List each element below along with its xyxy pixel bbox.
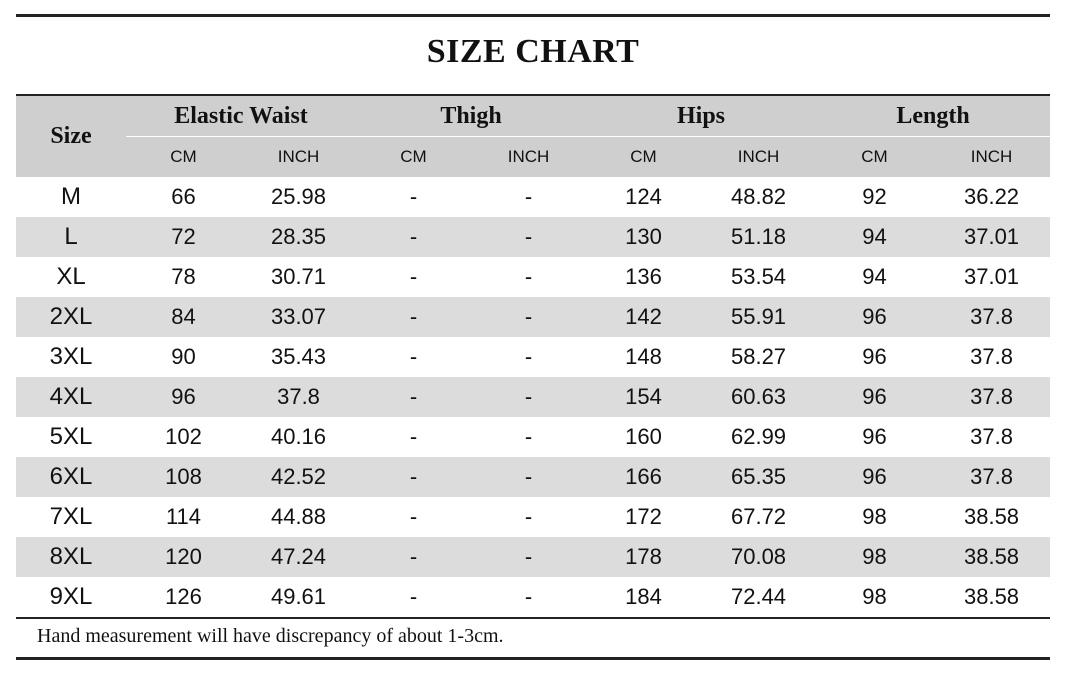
chart-title: SIZE CHART <box>426 33 640 70</box>
size-cell: M <box>61 183 81 210</box>
table-row <box>16 497 1050 537</box>
unit-header: INCH <box>241 137 356 178</box>
measurement-cell: 65.35 <box>730 464 787 489</box>
measurement-cell: - <box>524 464 533 489</box>
hips-header: Hips <box>677 102 726 129</box>
measurement-cell: 37.8 <box>970 424 1013 449</box>
measurement-cell: - <box>409 504 418 529</box>
unit-header: INCH <box>701 137 816 178</box>
measurement-cell: - <box>524 224 533 249</box>
size-cell: 3XL <box>49 343 93 370</box>
unit-header: CM <box>126 137 241 178</box>
measurement-cell: - <box>409 464 418 489</box>
measurement-cell: - <box>409 224 418 249</box>
size-column-header: Size <box>50 123 92 149</box>
thigh-header: Thigh <box>440 102 502 129</box>
table-row <box>16 337 1050 377</box>
measurement-cell: - <box>524 544 533 569</box>
size-cell: 8XL <box>49 543 93 570</box>
measurement-cell: 98 <box>862 584 887 609</box>
measurement-cell: 96 <box>862 344 887 369</box>
size-cell: 7XL <box>49 503 93 530</box>
measurement-cell: 96 <box>862 384 887 409</box>
table-row <box>16 537 1050 577</box>
size-cell: 2XL <box>49 303 93 330</box>
measurement-cell: 28.35 <box>270 224 327 249</box>
measurement-cell: 94 <box>862 264 887 289</box>
measurement-note: Hand measurement will have discrepancy of about 1-3cm. <box>37 625 504 647</box>
measurement-cell: 38.58 <box>963 544 1020 569</box>
measurement-cell: 154 <box>625 384 662 409</box>
measurement-cell: 53.54 <box>730 264 787 289</box>
measurement-cell: 172 <box>625 504 662 529</box>
measurement-cell: 96 <box>862 304 887 329</box>
measurement-cell: - <box>524 344 533 369</box>
table-row <box>16 577 1050 618</box>
measurement-cell: 48.82 <box>730 184 787 209</box>
measurement-cell: 66 <box>171 184 196 209</box>
measurement-cell: 38.58 <box>963 584 1020 609</box>
table-row <box>16 257 1050 297</box>
size-cell: L <box>64 223 78 250</box>
bottom-divider <box>16 657 1050 660</box>
measurement-cell: 33.07 <box>270 304 327 329</box>
measurement-cell: 124 <box>625 184 662 209</box>
size-cell: 4XL <box>49 383 93 410</box>
size-cell: 5XL <box>49 423 93 450</box>
size-cell: 6XL <box>49 463 93 490</box>
table-row <box>16 417 1050 457</box>
measurement-cell: 120 <box>165 544 202 569</box>
unit-header: INCH <box>471 137 586 178</box>
size-cell: XL <box>56 263 86 290</box>
measurement-cell: 102 <box>165 424 202 449</box>
table-row <box>16 217 1050 257</box>
measurement-cell: 96 <box>862 464 887 489</box>
measurement-cell: 60.63 <box>730 384 787 409</box>
measurement-cell: 94 <box>862 224 887 249</box>
measurement-cell: 37.8 <box>277 384 320 409</box>
measurement-cell: - <box>409 264 418 289</box>
measurement-cell: 130 <box>625 224 662 249</box>
measurement-cell: 114 <box>165 504 202 529</box>
unit-header: INCH <box>933 137 1050 178</box>
measurement-cell: 40.16 <box>270 424 327 449</box>
measurement-cell: 108 <box>165 464 202 489</box>
measurement-cell: 90 <box>171 344 196 369</box>
measurement-cell: 37.8 <box>970 384 1013 409</box>
measurement-cell: 78 <box>171 264 196 289</box>
measurement-cell: 126 <box>165 584 202 609</box>
measurement-cell: 84 <box>171 304 196 329</box>
measurement-cell: - <box>524 584 533 609</box>
measurement-cell: 96 <box>862 424 887 449</box>
elastic-waist-header: Elastic Waist <box>174 102 308 129</box>
measurement-cell: 62.99 <box>730 424 787 449</box>
measurement-cell: - <box>409 384 418 409</box>
measurement-cell: 25.98 <box>270 184 327 209</box>
measurement-cell: - <box>524 384 533 409</box>
measurement-cell: 142 <box>625 304 662 329</box>
table-row <box>16 457 1050 497</box>
measurement-cell: 136 <box>625 264 662 289</box>
measurement-cell: 47.24 <box>270 544 327 569</box>
measurement-cell: - <box>524 424 533 449</box>
measurement-cell: - <box>524 504 533 529</box>
unit-header: CM <box>816 137 933 178</box>
measurement-cell: - <box>409 544 418 569</box>
measurement-cell: 30.71 <box>270 264 327 289</box>
length-header: Length <box>896 102 970 129</box>
measurement-cell: 42.52 <box>270 464 327 489</box>
measurement-cell: 51.18 <box>730 224 787 249</box>
measurement-cell: - <box>524 264 533 289</box>
measurement-cell: 178 <box>625 544 662 569</box>
measurement-cell: 92 <box>862 184 887 209</box>
header-row-units <box>16 137 1050 178</box>
size-cell: 9XL <box>49 583 93 610</box>
measurement-cell: 55.91 <box>730 304 787 329</box>
header-row-groups <box>16 95 1050 137</box>
measurement-cell: - <box>524 304 533 329</box>
measurement-cell: 67.72 <box>730 504 787 529</box>
measurement-cell: - <box>524 184 533 209</box>
measurement-cell: 148 <box>625 344 662 369</box>
unit-header: CM <box>586 137 701 178</box>
measurement-cell: 49.61 <box>270 584 327 609</box>
measurement-cell: - <box>409 304 418 329</box>
measurement-cell: 160 <box>625 424 662 449</box>
size-table <box>16 94 1050 619</box>
measurement-cell: 38.58 <box>963 504 1020 529</box>
measurement-cell: 37.01 <box>963 224 1020 249</box>
measurement-cell: 72 <box>171 224 196 249</box>
table-body <box>16 177 1050 618</box>
measurement-cell: 36.22 <box>963 184 1020 209</box>
measurement-cell: 98 <box>862 544 887 569</box>
measurement-cell: 44.88 <box>270 504 327 529</box>
measurement-cell: 184 <box>625 584 662 609</box>
measurement-cell: - <box>409 584 418 609</box>
measurement-cell: 72.44 <box>730 584 787 609</box>
measurement-cell: - <box>409 344 418 369</box>
measurement-cell: 166 <box>625 464 662 489</box>
unit-header: CM <box>356 137 471 178</box>
measurement-cell: - <box>409 184 418 209</box>
measurement-cell: 37.8 <box>970 344 1013 369</box>
table-row <box>16 377 1050 417</box>
measurement-cell: 35.43 <box>270 344 327 369</box>
top-divider <box>16 14 1050 17</box>
measurement-cell: 70.08 <box>730 544 787 569</box>
measurement-cell: 98 <box>862 504 887 529</box>
measurement-cell: 58.27 <box>730 344 787 369</box>
measurement-cell: 37.8 <box>970 304 1013 329</box>
table-row <box>16 297 1050 337</box>
measurement-cell: 37.8 <box>970 464 1013 489</box>
measurement-cell: 96 <box>171 384 196 409</box>
table-row <box>16 177 1050 217</box>
measurement-cell: - <box>409 424 418 449</box>
measurement-cell: 37.01 <box>963 264 1020 289</box>
